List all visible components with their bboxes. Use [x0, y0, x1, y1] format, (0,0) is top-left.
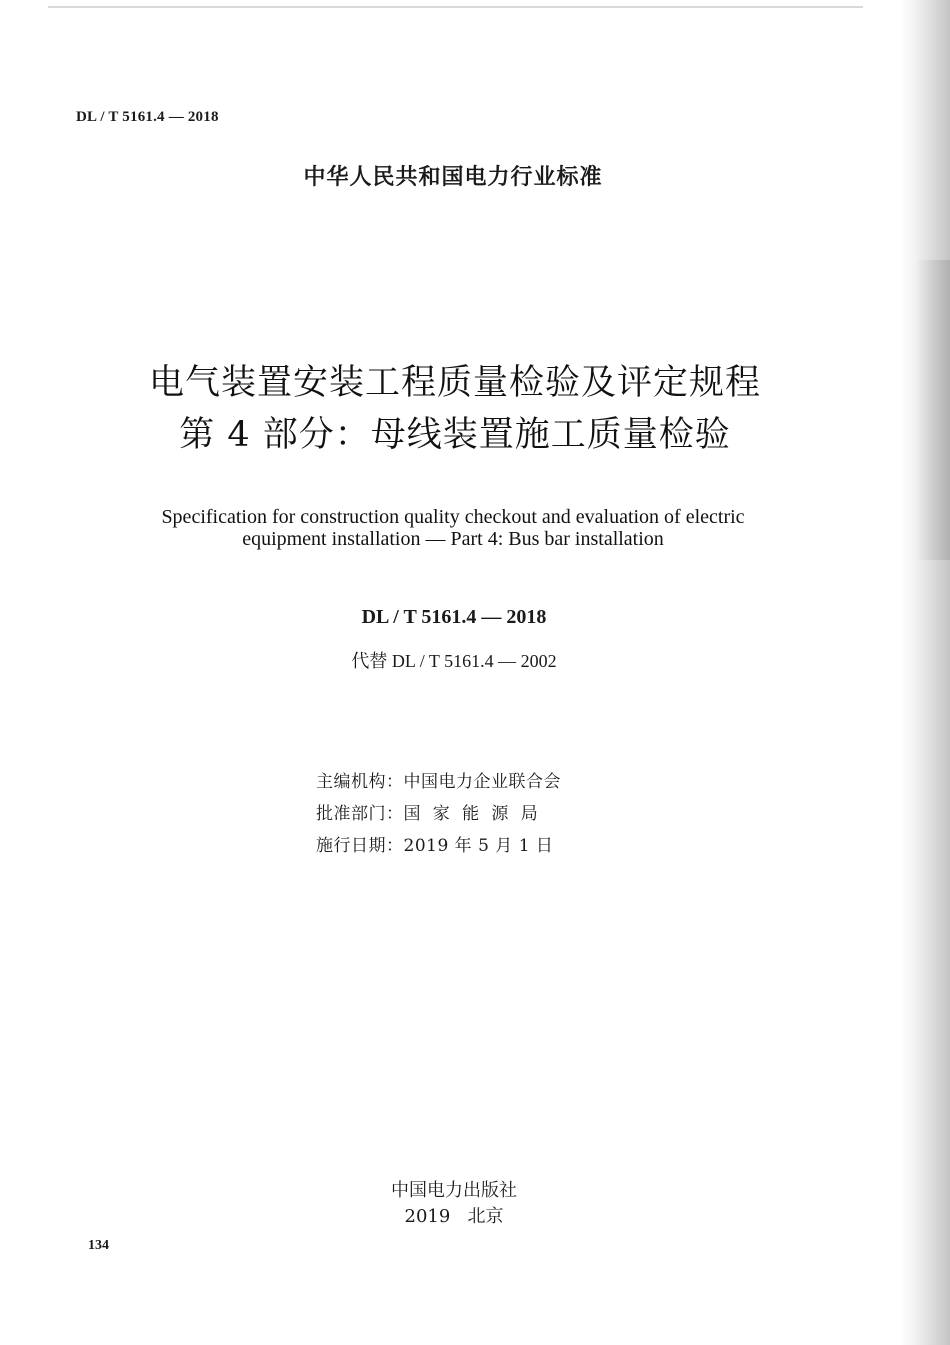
industry-standard-heading: 中华人民共和国电力行业标准 — [303, 165, 603, 190]
standard-code-header: DL / T 5161.4 — 2018 — [76, 109, 219, 125]
replaced-standard-code: 代替 DL / T 5161.4 — 2002 — [351, 651, 557, 671]
publisher-name: 中国电力出版社 — [391, 1180, 517, 1201]
title-chinese-line-2: 第 4 部分：母线装置施工质量检验 — [179, 415, 731, 455]
page-number: 134 — [88, 1238, 109, 1253]
title-english-line-2: equipment installation — Part 4: Bus bar installation — [242, 528, 664, 550]
publication-year-place: 2019 北京 — [404, 1206, 504, 1227]
title-english-line-1: Specification for construction quality checkout and evaluation of electric — [161, 506, 745, 528]
title-chinese-line-1: 电气装置安装工程质量检验及评定规程 — [148, 363, 761, 403]
scan-top-rule — [48, 6, 863, 8]
standard-code-main: DL / T 5161.4 — 2018 — [361, 606, 547, 628]
effective-date: 施行日期：2019 年 5 月 1 日 — [316, 836, 554, 856]
scan-binding-shadow-dark — [916, 260, 950, 560]
editor-organization: 主编机构：中国电力企业联合会 — [316, 772, 561, 792]
approving-department: 批准部门：国 家 能 源 局 — [316, 804, 539, 824]
